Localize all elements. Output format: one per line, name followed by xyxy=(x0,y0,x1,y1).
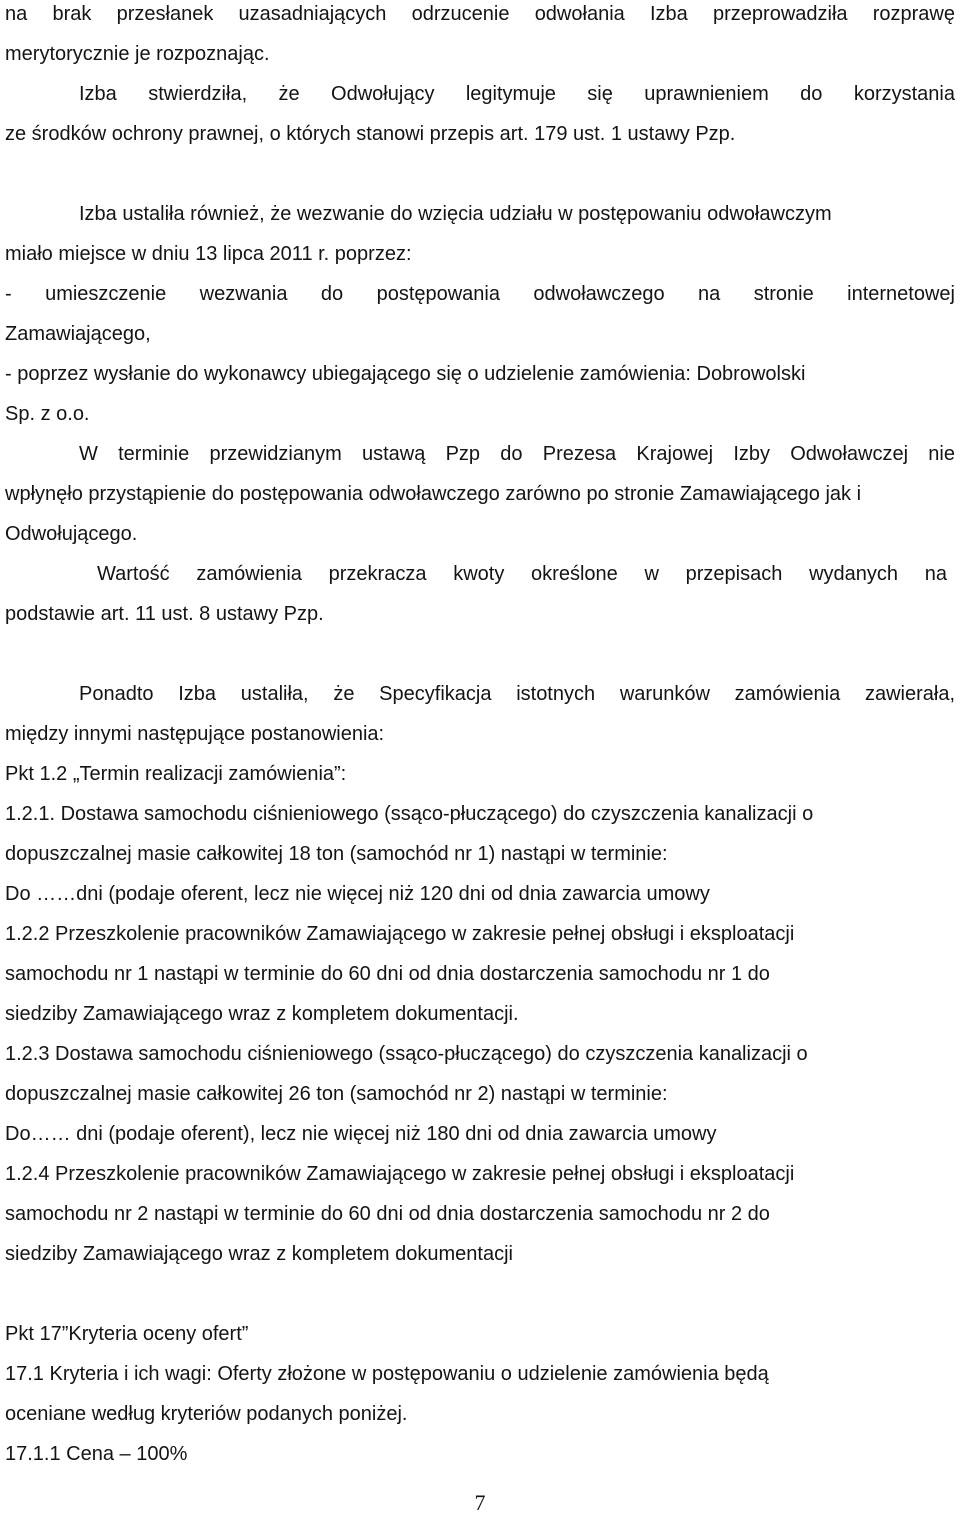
text-line: 1.2.2 Przeszkolenie pracowników Zamawiającego w zakresie pełnej obsługi i eksploatacji xyxy=(5,923,795,945)
text-line: - umieszczenie wezwania do postępowania odwoławczego na stronie internetowej xyxy=(5,283,955,305)
text-line: siedziby Zamawiającego wraz z kompletem dokumentacji xyxy=(5,1243,513,1265)
text-line: między innymi następujące postanowienia: xyxy=(5,723,385,745)
text-line: Wartość zamówienia przekracza kwoty określone w przepisach wydanych na xyxy=(97,563,947,585)
text-line: oceniane według kryteriów podanych poniżej. xyxy=(5,1403,408,1425)
text-line: Zamawiającego, xyxy=(5,323,151,345)
text-line: Pkt 1.2 „Termin realizacji zamówienia”: xyxy=(5,763,347,785)
text-line: 1.2.1. Dostawa samochodu ciśnieniowego (ssąco-płuczącego) do czyszczenia kanalizacji o xyxy=(5,803,814,825)
text-line: Odwołującego. xyxy=(5,523,138,545)
text-line: 17.1 Kryteria i ich wagi: Oferty złożone w postępowaniu o udzielenie zamówienia będą xyxy=(5,1363,769,1385)
text-line: 1.2.3 Dostawa samochodu ciśnieniowego (ssąco-płuczącego) do czyszczenia kanalizacji o xyxy=(5,1043,808,1065)
page-number: 7 xyxy=(474,1490,486,1515)
text-line: Ponadto Izba ustaliła, że Specyfikacja istotnych warunków zamówienia zawierała, xyxy=(79,683,955,705)
text-line: Izba ustaliła również, że wezwanie do wzięcia udziału w postępowaniu odwoławczym xyxy=(79,203,832,225)
text-line: dopuszczalnej masie całkowitej 26 ton (samochód nr 2) nastąpi w terminie: xyxy=(5,1083,668,1105)
text-line: ze środków ochrony prawnej, o których stanowi przepis art. 179 ust. 1 ustawy Pzp. xyxy=(5,123,736,145)
text-line: Do…… dni (podaje oferent), lecz nie więcej niż 180 dni od dnia zawarcia umowy xyxy=(5,1123,717,1145)
text-line: wpłynęło przystąpienie do postępowania odwoławczego zarówno po stronie Zamawiającego jak i xyxy=(5,483,862,505)
text-line: - poprzez wysłanie do wykonawcy ubiegającego się o udzielenie zamówienia: Dobrowolski xyxy=(5,363,806,385)
text-line: Sp. z o.o. xyxy=(5,403,90,425)
text-line: Pkt 17”Kryteria oceny ofert” xyxy=(5,1323,249,1345)
text-line: 17.1.1 Cena – 100% xyxy=(5,1443,188,1465)
text-line: 1.2.4 Przeszkolenie pracowników Zamawiającego w zakresie pełnej obsługi i eksploatacji xyxy=(5,1163,795,1185)
text-line: siedziby Zamawiającego wraz z kompletem dokumentacji. xyxy=(5,1003,519,1025)
text-line: samochodu nr 2 nastąpi w terminie do 60 dni od dnia dostarczenia samochodu nr 2 do xyxy=(5,1203,770,1225)
text-line: merytorycznie je rozpoznając. xyxy=(5,43,270,65)
text-line: podstawie art. 11 ust. 8 ustawy Pzp. xyxy=(5,603,324,625)
text-line: W terminie przewidzianym ustawą Pzp do Prezesa Krajowej Izby Odwoławczej nie xyxy=(79,443,955,465)
text-line: samochodu nr 1 nastąpi w terminie do 60 dni od dnia dostarczenia samochodu nr 1 do xyxy=(5,963,770,985)
text-line: Izba stwierdziła, że Odwołujący legitymuje się uprawnieniem do korzystania xyxy=(79,83,955,105)
text-line: dopuszczalnej masie całkowitej 18 ton (samochód nr 1) nastąpi w terminie: xyxy=(5,843,668,865)
text-line: Do ……dni (podaje oferent, lecz nie więcej niż 120 dni od dnia zawarcia umowy xyxy=(5,883,710,905)
text-line: na brak przesłanek uzasadniających odrzucenie odwołania Izba przeprowadziła rozprawę xyxy=(5,3,955,25)
text-line: miało miejsce w dniu 13 lipca 2011 r. poprzez: xyxy=(5,243,412,265)
